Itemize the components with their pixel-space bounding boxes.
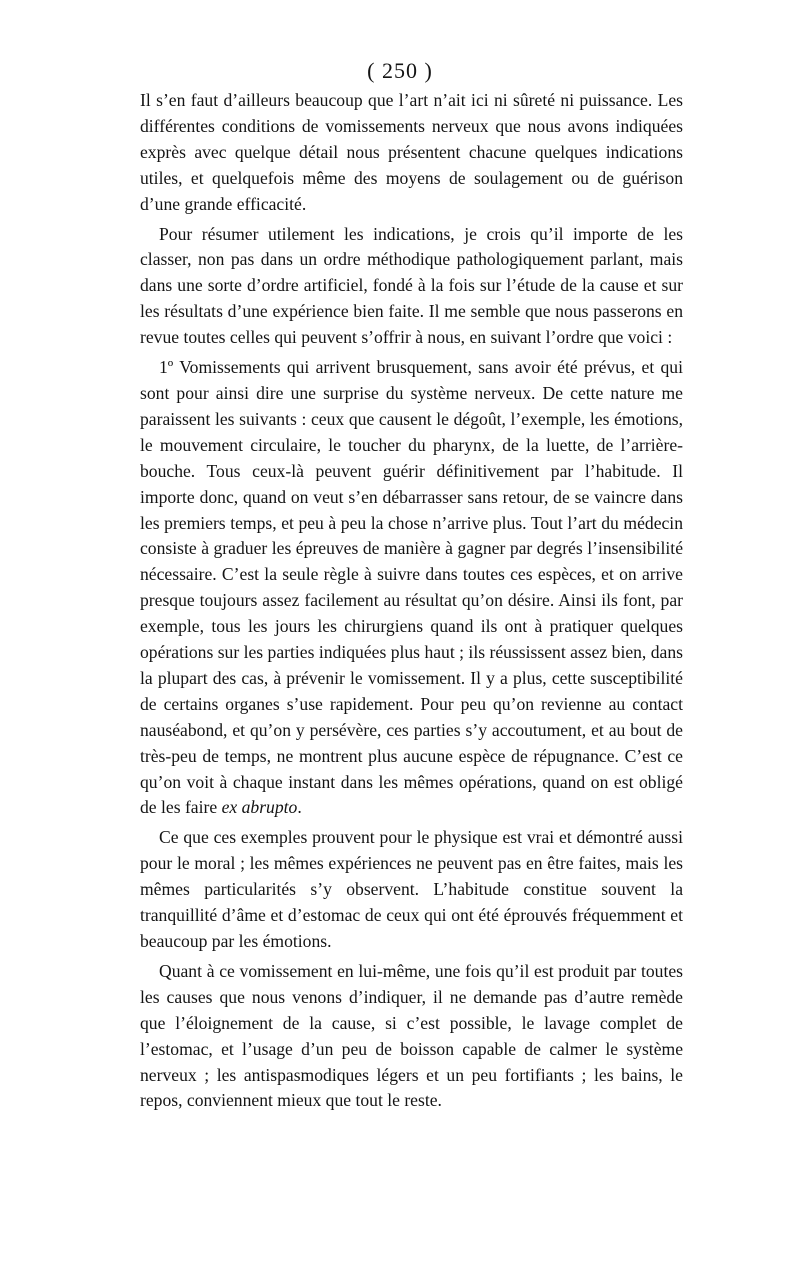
- paragraph-5: Quant à ce vomissement en lui-même, une fois qu’il est produit par toutes les causes que nous venons d’indiquer, il ne demande pas d’autre remède que l’éloignement de la cause, si c’est possible, le lavage complet de l’estomac, et l’usage d’un peu de boisson capable de calmer le système nerveux ; les antispasmodiques légers et un peu fortifiants ; les bains, le repos, conviennent mieux que tout le reste.: [140, 960, 683, 1111]
- italic-phrase: ex abrupto: [221, 797, 298, 818]
- paragraph-3-end: .: [297, 797, 302, 818]
- paragraph-2: Pour résumer utilement les indications, je crois qu’il importe de les classer, non pas dans un ordre méthodique pathologiquement parlant, mais dans une sorte d’ordre artificiel, fondé à la fois sur l’étude de la cause et sur les résultats d’une expérience bien faite. Il me semble que nous passerons en revue toutes celles qui peuvent s’offrir à nous, en suivant l’ordre que voici :: [140, 223, 683, 348]
- page-number: ( 250 ): [367, 58, 433, 83]
- paragraph-3-text: 1º Vomissements qui arrivent brusquement, sans avoir été prévus, et qui sont pour ainsi dire une surprise du système nerveux. De cette nature me paraissent les suivants : ceux que causent le dégoût, l’exemple, les émotions, le mouvement circulaire, le toucher du pharynx, de la luette, de l’arrière-bouche. Tous ceux-là peuvent guérir définitivement par l’habitude. Il importe donc, quand on veut s’en débarrasser sans retour, de se vaincre dans les premiers temps, et peu à peu la chose n’arrive plus. Tout l’art du médecin consiste à graduer les épreuves de manière à gagner par degrés l’insensibilité nécessaire. C’est la seule règle à suivre dans toutes ces espèces, et on arrive presque toujours assez facilement au résultat qu’on désire. Ainsi ils font, par exemple, tous les jours les chirurgiens quand ils ont à pratiquer quelques opérations sur les parties indiquées plus haut ; ils réussissent assez bien, dans la plupart des cas, à prévenir le vomissement. Il y a plus, cette susceptibilité de certains organes s’use rapidement. Pour peu qu’on revienne au contact nauséabond, et qu’on y persévère, ces parties s’y accoutument, et au bout de très-peu de temps, ne montrent plus aucune espèce de répugnance. C’est ce qu’on voit à chaque instant dans les mêmes opérations, quand on est obligé de les faire: [140, 357, 683, 818]
- body-text: [140, 88, 683, 1118]
- paragraph-1: Il s’en faut d’ailleurs beaucoup que l’art n’ait ici ni sûreté ni puissance. Les différentes conditions de vomissements nerveux que nous avons indiquées exprès avec quelque détail nous présentent chacune quelques indications utiles, et quelquefois même des moyens de soulagement ou de guérison d’une grande efficacité.: [140, 90, 683, 214]
- paragraph-4: Ce que ces exemples prouvent pour le physique est vrai et démontré aussi pour le moral ; les mêmes expériences ne peuvent pas en être faites, mais les mêmes particularités s’y observent. L’habitude constitue souvent la tranquillité d’âme et d’estomac de ceux qui ont été éprouvés fréquemment et beaucoup par les émotions.: [140, 827, 683, 951]
- paragraph-3: [140, 355, 683, 821]
